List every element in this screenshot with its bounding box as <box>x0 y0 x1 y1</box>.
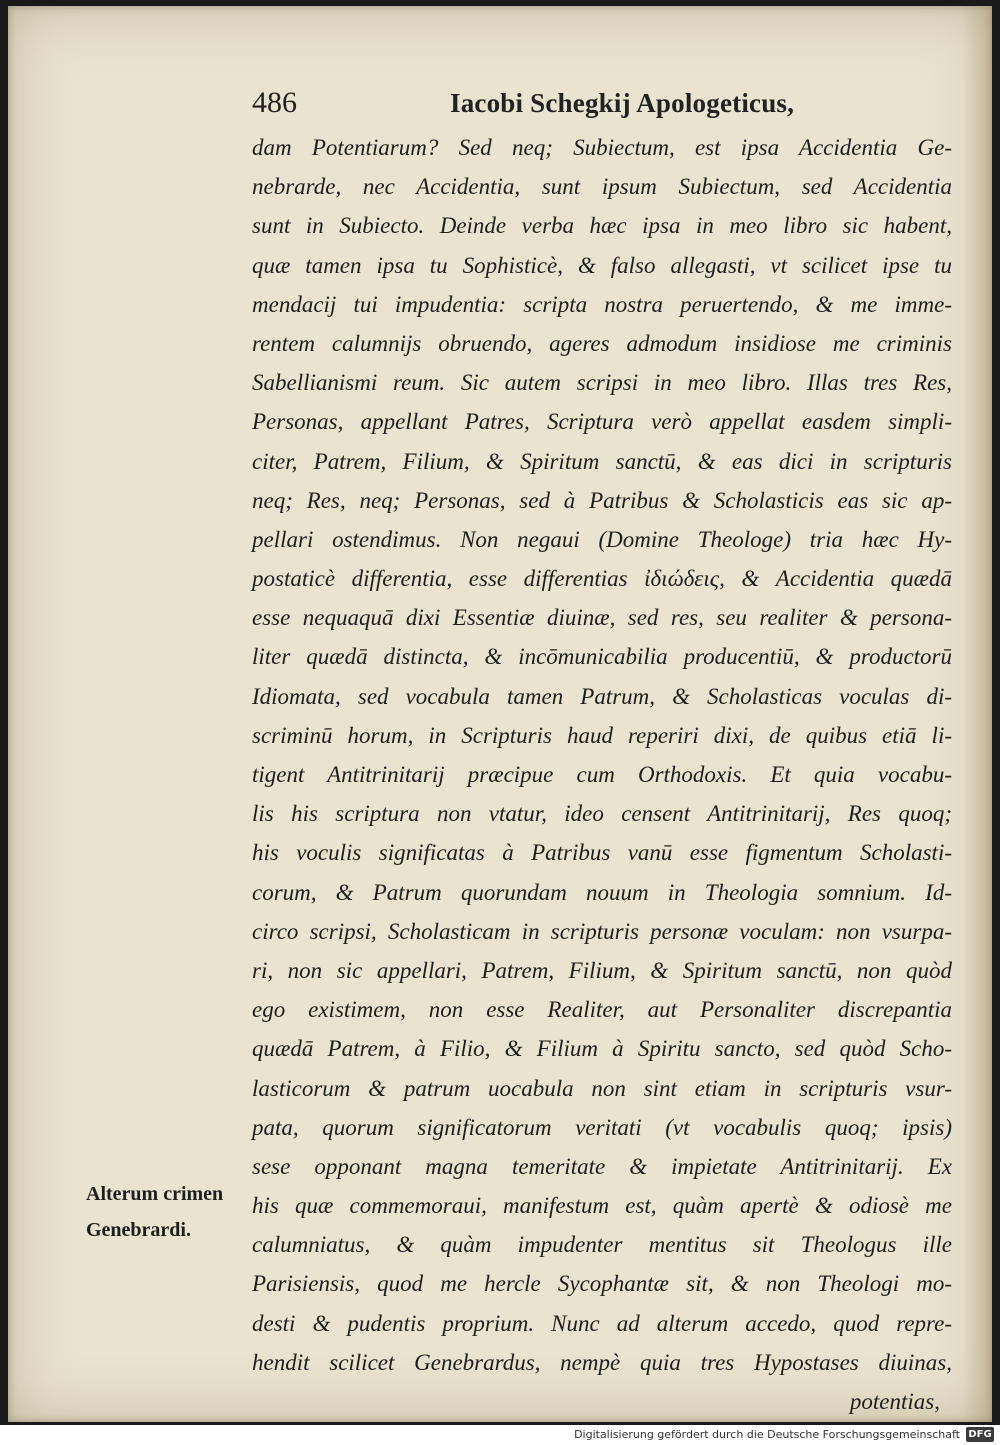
text-line: lis his scriptura non vtatur, ideo censent Antitrinitarij, Res quoq; <box>252 801 952 827</box>
body-text <box>252 128 952 1421</box>
text-line: esse nequaquā dixi Essentiæ diuinæ, sed res, seu realiter & persona- <box>252 605 952 631</box>
text-line: rentem calumnijs obruendo, ageres admodum insidiose me criminis <box>252 330 952 356</box>
text-line: scriminū horum, in Scripturis haud reperiri dixi, de quibus etiā li- <box>252 722 952 748</box>
text-line: quædā Patrem, à Filio, & Filium à Spiritu sancto, sed quòd Scho- <box>252 1036 952 1062</box>
text-line: Sabellianismi reum. Sic autem scripsi in meo libro. Illas tres Res, <box>252 370 952 396</box>
page-number: 486 <box>252 86 297 119</box>
text-line: ri, non sic appellari, Patrem, Filium, & Spiritum sanctū, non quòd <box>252 957 952 983</box>
text-line: pellari ostendimus. Non negaui (Domine Theologe) tria hæc Hy- <box>252 526 952 552</box>
text-line: ego existimem, non esse Realiter, aut Personaliter discrepantia <box>252 997 952 1023</box>
marginal-note-line: Genebrardi. <box>86 1219 191 1241</box>
text-line: postaticè differentia, esse differentias ἰδιώδεις, & Accidentia quædā <box>252 566 952 592</box>
text-line: Parisiensis, quod me hercle Sycophantæ sit, & non Theologi mo- <box>252 1271 952 1297</box>
text-line: circo scripsi, Scholasticam in scripturis personæ voculam: non vsurpa- <box>252 918 952 944</box>
text-line: mendacij tui impudentia: scripta nostra peruertendo, & me imme- <box>252 291 952 317</box>
text-line: hendit scilicet Genebrardus, nempè quia tres Hypostases diuinas, <box>252 1349 952 1375</box>
funding-credit: Digitalisierung gefördert durch die Deutsche Forschungsgemeinschaft <box>574 1428 960 1441</box>
text-line: his quæ commemoraui, manifestum est, quàm apertè & odiosè me <box>252 1193 952 1219</box>
text-line: his voculis significatas à Patribus vanū esse figmentum Scholasti- <box>252 840 952 866</box>
text-line: nebrarde, nec Accidentia, sunt ipsum Subiectum, sed Accidentia <box>252 174 952 200</box>
text-line: citer, Patrem, Filium, & Spiritum sanctū, & eas dici in scripturis <box>252 448 952 474</box>
text-line: Personas, appellant Patres, Scriptura verò appellat easdem simpli- <box>252 409 952 435</box>
footer-bar <box>0 1425 1000 1445</box>
marginal-note-line: Alterum crimen <box>86 1183 224 1205</box>
text-line: calumniatus, & quàm impudenter mentitus sit Theologus ille <box>252 1232 952 1258</box>
text-line: Idiomata, sed vocabula tamen Patrum, & Scholasticas voculas di- <box>252 683 952 709</box>
text-line: pata, quorum significatorum veritati (vt vocabulis quoq; ipsis) <box>252 1114 952 1140</box>
catchword: potentias, <box>849 1389 940 1414</box>
marginal-note <box>86 1176 246 1248</box>
text-line: tigent Antitrinitarij præcipue cum Orthodoxis. Et quia vocabu- <box>252 762 952 787</box>
running-head <box>252 86 812 126</box>
running-title: Iacobi Schegkij Apologeticus, <box>450 88 795 118</box>
text-line: liter quædā distincta, & incōmunicabilia producentiū, & productorū <box>252 644 952 670</box>
text-line: quæ tamen ipsa tu Sophisticè, & falso allegasti, vt scilicet ipse tu <box>252 252 952 278</box>
text-line: lasticorum & patrum uocabula non sint etiam in scripturis vsur- <box>252 1075 952 1101</box>
text-line: corum, & Patrum quorundam nouum in Theologia somnium. Id- <box>252 879 952 905</box>
text-line: sese opponant magna temeritate & impietate Antitrinitarij. Ex <box>252 1153 952 1179</box>
text-line: neq; Res, neq; Personas, sed à Patribus & Scholasticis eas sic ap- <box>252 487 952 513</box>
dfg-logo-icon: DFG <box>966 1427 994 1442</box>
text-line: dam Potentiarum? Sed neq; Subiectum, est ipsa Accidentia Ge- <box>252 135 952 160</box>
text-line: sunt in Subiecto. Deinde verba hæc ipsa in meo libro sic habent, <box>252 213 952 239</box>
page-edge-shadow <box>962 6 992 1422</box>
text-line: desti & pudentis proprium. Nunc ad alterum accedo, quod repre- <box>252 1310 952 1336</box>
